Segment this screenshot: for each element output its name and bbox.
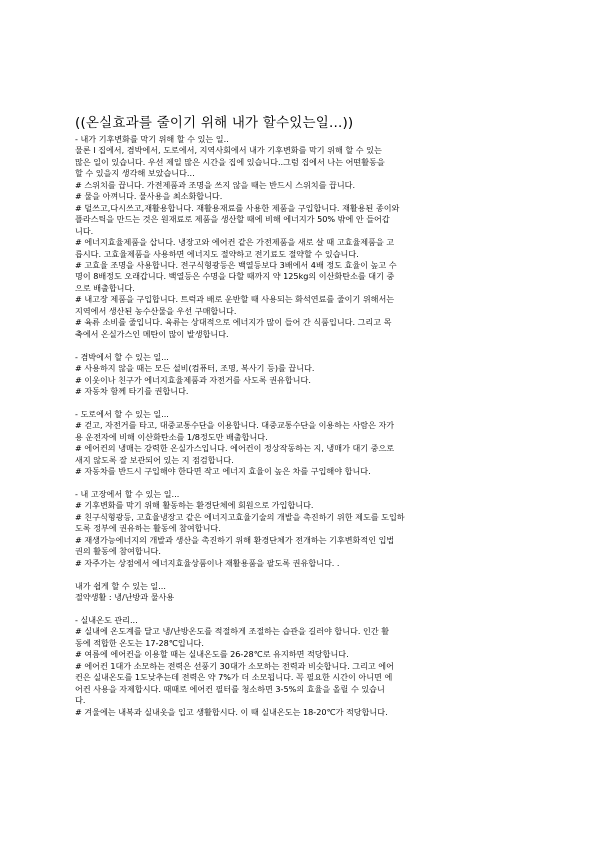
document-sections [75,134,515,718]
text-line: # 사용하지 않을 때는 모든 설비(컴퓨터, 조명, 복사기 등)를 끕니다. [75,363,315,374]
text-line: 릅시다. 고효율제품을 사용하면 에너지도 절약하고 전기료도 절약할 수 있습니다. [75,248,359,259]
text-line: # 자동차 함께 타기를 권합니다. [75,385,189,396]
text-line: 물론 I 집에서, 겸박에서, 도로에서, 지역사회에서 내가 기후변화를 막기 위해 할 수 있는 [75,145,382,156]
section-spacer [75,604,515,615]
text-line: # 여름에 에어컨을 이용할 때는 실내온도를 26-28℃로 유지하면 적당합니다. [75,649,349,660]
text-line: # 기후변화를 막기 위해 활동하는 환경단체에 회원으로 가입합니다. [75,500,314,511]
text-line: - 실내온도 관리... [75,614,138,625]
text-line: # 물을 아껴니다. 물사용을 최소화합니다. [75,191,223,202]
text-line: # 육류 소비를 줄입니다. 육류는 상대적으로 에너지가 많이 들어 간 식품입니다. 그리고 목 [75,317,392,328]
text-line: 도록 정부에 권유하는 활동에 참여합니다. [75,523,221,534]
text-line: 새지 않도록 잘 보관되어 있는 지 점검합니다. [75,454,234,465]
text-line: # 에어컨 1대가 소모하는 전력은 선풍기 30대가 소모하는 전력과 비슷합니다. 그리고 에어 [75,660,394,671]
text-line: # 겨울에는 내복과 실내옷을 입고 생활합시다. 이 때 실내온도는 18-20℃가 적당합니다. [75,706,388,717]
text-line: 명이 8배정도 오래갑니다. 백열등은 수명을 다할 때까지 약 125kg의 이산화탄소를 대기 중 [75,271,395,282]
text-line: # 자주가는 상점에서 에너지효율상품이나 재활용품을 팔도록 권유합니다. . [75,557,340,568]
section-spacer [75,397,515,408]
text-line: # 고효율 조명을 사용합니다. 전구식형광등은 백열등보다 3배에서 4배 정도 효율이 높고 수 [75,259,397,270]
text-line: # 친구식형광등, 고효율냉장고 같은 에너지고효율기술의 개발을 촉진하기 위한 제도를 도입하 [75,511,405,522]
text-line: 권의 활동에 참여합니다. [75,546,161,557]
text-line: 컨은 실내온도를 1도낮추는데 전력은 약 7%가 더 소모됩니다. 꼭 필요한 시간이 아니면 에 [75,672,393,683]
text-line: # 재생가능에너지의 개발과 생산을 촉진하기 위해 환경단체가 전개하는 기후변화적인 입법 [75,534,395,545]
text-line: # 걷고, 자전거를 타고, 대중교통수단을 이용합니다. 대중교통수단을 이용하는 사람은 자가 [75,420,395,431]
text-line: - 내 고장에서 할 수 있는 일... [75,489,180,499]
text-line: 다. [75,695,86,706]
text-line: 축에서 온실가스인 메탄이 많이 발생합니다. [75,328,229,339]
text-line: 많은 일이 있습니다. 우선 제일 많은 시간을 집에 있습니다..그럼 집에서 나는 어떤활동을 [75,156,385,167]
document-body [75,115,515,718]
document-section [75,134,515,340]
text-line: # 스위치를 끕니다. 가전제품과 조명을 쓰지 않을 때는 반드시 스위치를 끕니다. [75,179,356,190]
text-line: # 이웃이나 친구가 에너지효율제품과 자전거를 사도록 권유합니다. [75,374,311,385]
text-line: 동에 적합한 온도는 17-28℃입니다. [75,637,204,648]
document-section [75,581,515,604]
section-spacer [75,569,515,580]
text-line: # 실내에 온도계를 달고 냉/난방온도를 적절하게 조절하는 습관을 길러야 합니다. 인간 활 [75,626,390,637]
document-section [75,409,515,478]
text-line: 절약생활 : 냉/난방과 물사용 [75,592,175,603]
text-line: - 겸박에서 할 수 있는 일... [75,351,169,362]
text-line: 용 운전자에 비해 이산화탄소를 1/8정도만 배출합니다. [75,431,268,442]
section-spacer [75,478,515,489]
text-line: # 덜쓰고,다시쓰고,재활용합니다. 재활용재료를 사용한 제품을 구입합니다. 재활용된 종이와 [75,202,400,213]
text-line: # 에너지효율제품을 삽니다. 냉장고와 에어컨 같은 가전제품을 새로 살 때 고효율제품을 고 [75,237,395,248]
text-line: - 도로에서 할 수 있는 일... [75,408,169,419]
text-line: 할 수 있을지 생각해 보았습니다... [75,168,195,179]
text-line: 어컨 사용을 자제합시다. 때때로 에어컨 필터를 청소하면 3-5%의 효율을 올릴 수 있습니 [75,683,385,694]
section-spacer [75,340,515,351]
text-line: - 내가 기후변화를 막기 위해 할 수 있는 일.. [75,134,229,144]
text-line: 내가 쉽게 할 수 있는 일... [75,580,166,591]
text-line: 플라스틱을 만드는 것은 원재료로 제품을 생산할 때에 비해 에너지가 50% 밖에 안 들어갑 [75,214,390,225]
document-title: ((온실효과를 줄이기 위해 내가 할수있는일...)) [75,115,354,131]
document-section [75,352,515,398]
text-line: # 내고장 제품을 구입합니다. 트럭과 배로 운반할 때 사용되는 화석연료를 줄이기 위해서는 [75,294,395,305]
text-line: # 자동차를 반드시 구입해야 한다면 작고 에너지 효율이 높은 차를 구입해야 합니다. [75,466,371,477]
text-line: # 에어컨의 냉매는 강력한 온실가스입니다. 에어컨이 정상작동하는 지, 냉매가 대기 중으로 [75,443,395,454]
text-line: 지역에서 생산된 농수산물을 우선 구매합니다. [75,305,237,316]
document-section [75,489,515,569]
text-line: 니다. [75,225,94,236]
document-section [75,615,515,718]
text-line: 으로 배출합니다. [75,282,135,293]
